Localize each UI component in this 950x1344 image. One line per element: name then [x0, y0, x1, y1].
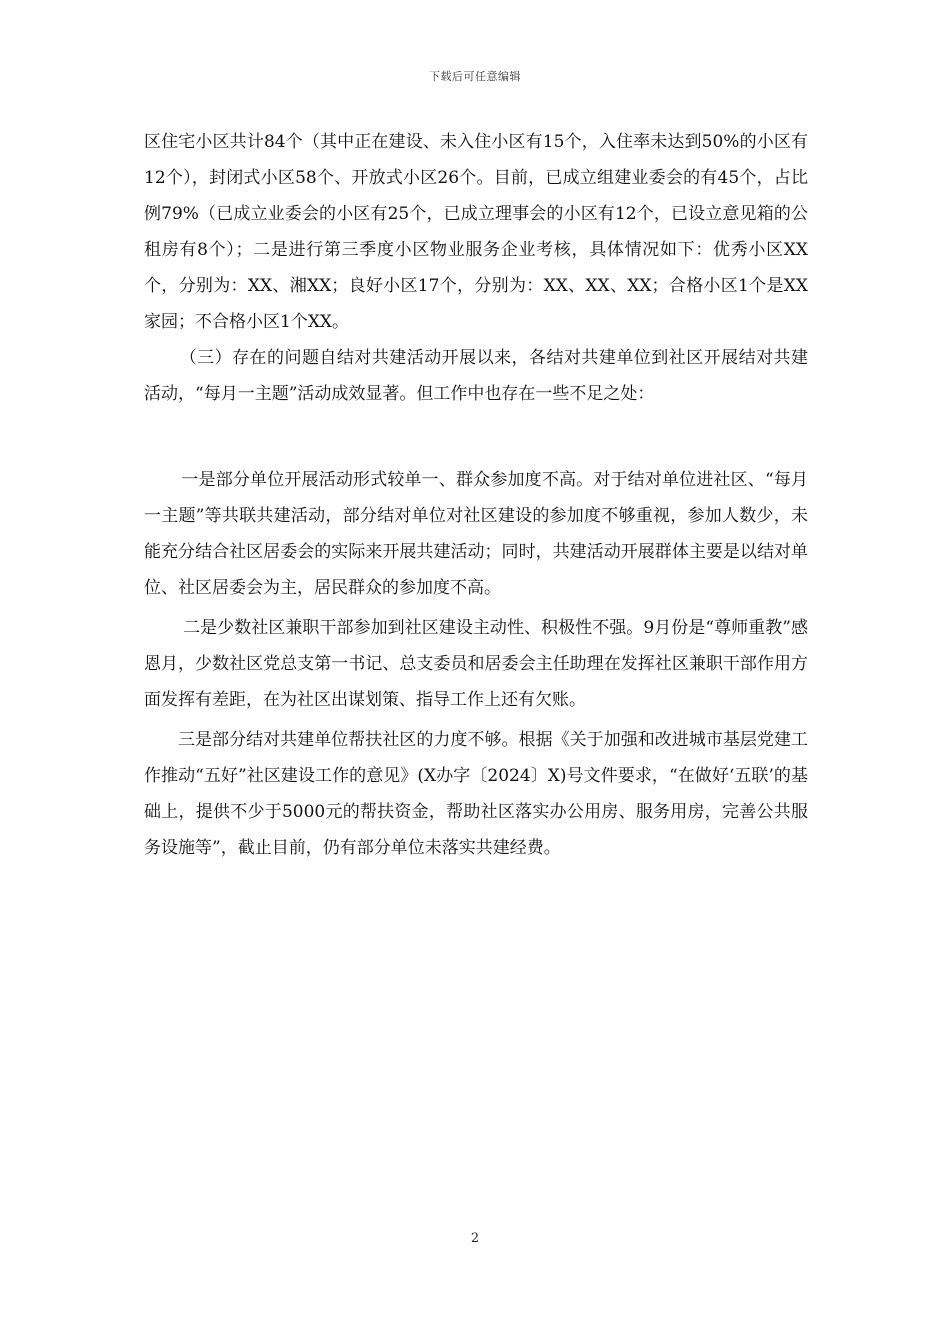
paragraph-5: 三是部分结对共建单位帮扶社区的力度不够。根据《关于加强和改进城市基层党建工作推动“五好”社区建设工作的意见》(X办字〔2024〕X)号文件要求，“在做好‘五联’的基础上，提供不少于5000元的帮扶资金，帮助社区落实办公用房、服务用房，完善公共服务设施等”，截止目前，仍有部分单位未落实共建经费。: [144, 730, 808, 858]
page-number: 2: [470, 1231, 480, 1246]
paragraph-2: （三）存在的问题自结对共建活动开展以来，各结对共建单位到社区开展结对共建活动，“每月一主题”活动成效显著。但工作中也存在一些不足之处：: [144, 348, 808, 404]
paragraph-gap: [144, 412, 808, 462]
document-body: [144, 124, 808, 866]
paragraph-3: 一是部分单位开展活动形式较单一、群众参加度不高。对于结对单位进社区、“每月一主题”等共联共建活动，部分结对单位对社区建设的参加度不够重视，参加人数少，未能充分结合社区居委会的实际来开展共建活动；同时，共建活动开展群体主要是以结对单位、社区居委会为主，居民群众的参加度不高。: [144, 470, 808, 598]
paragraph-4: 二是少数社区兼职干部参加到社区建设主动性、积极性不强。9月份是“尊师重教”感恩月，少数社区党总支第一书记、总支委员和居委会主任助理在发挥社区兼职干部作用方面发挥有差距，在为社区出谋划策、指导工作上还有欠账。: [144, 618, 808, 710]
page-header: 下载后可任意编辑: [429, 70, 521, 83]
paragraph-1: 区住宅小区共计84个（其中正在建设、未入住小区有15个，入住率未达到50%的小区有12个），封闭式小区58个、开放式小区26个。目前，已成立组建业委会的有45个，占比例79%（已成立业委会的小区有25个，已成立理事会的小区有12个，已设立意见箱的公租房有8个）；二是进行第三季度小区物业服务企业考核，具体情况如下：优秀小区XX个，分别为：XX、湘XX；良好小区17个，分别为：XX、XX、XX；合格小区1个是XX家园；不合格小区1个XX。: [144, 132, 808, 332]
